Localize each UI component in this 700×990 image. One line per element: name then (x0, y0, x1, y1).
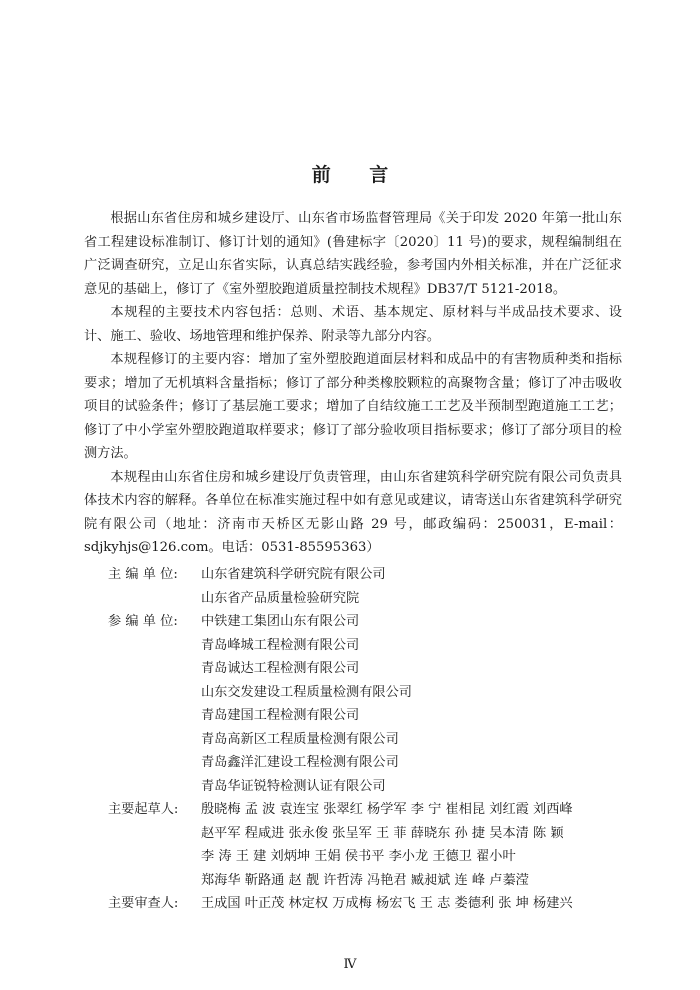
drafters-line: 殷晓梅 孟 波 袁连宝 张翠红 杨学军 李 宁 崔相昆 刘红霞 刘西峰 (201, 802, 573, 817)
participant-item: 中铁建工集团山东有限公司 (201, 614, 360, 629)
participant-item: 青岛诚达工程检测有限公司 (201, 661, 360, 676)
reviewers-list (201, 892, 628, 916)
participant-item: 青岛高新区工程质量检测有限公司 (201, 731, 399, 747)
paragraph-background: 根据山东省住房和城乡建设厅、山东省市场监督管理局《关于印发 2020 年第一批山东省工程建设标准制订、修订计划的通知》(鲁建标字〔2020〕11 号)的要求，规程编制组在广泛调查研究，立足山东省实际，认真总结实践经验，参考国内外相关标准，并在广泛征求意见的基础上，修订了《室外塑胶跑道质量控制技术规程》DB37/T 5121-2018。 (84, 211, 622, 297)
paragraph-revisions: 本规程修订的主要内容：增加了室外塑胶跑道面层材料和成品中的有害物质种类和指标要求；增加了无机填料含量指标；修订了部分种类橡胶颗粒的高聚物含量；修订了冲击吸收项目的试验条件；修订了基层施工要求；增加了自结纹施工工艺及半预制型跑道施工工艺；修订了中小学室外塑胶跑道取样要求；修订了部分验收项目指标要求；修订了部分项目的检测方法。 (84, 352, 622, 461)
participants-label: 参 编 单 位: (108, 614, 178, 629)
chief-editor-item: 山东省产品质量检验研究院 (201, 590, 360, 606)
chief-editors-list (201, 563, 628, 610)
drafters-line: 郑海华 靳路通 赵 靓 许哲涛 冯艳君 臧昶斌 连 峰 卢蓁滢 (201, 872, 529, 888)
drafters-line: 赵平军 程咸进 张永俊 张呈军 王 菲 薛晓东 孙 捷 吴本清 陈 颖 (201, 825, 564, 841)
participant-item: 青岛华证锐特检测认证有限公司 (201, 778, 386, 794)
drafters-line: 李 涛 王 建 刘炳坤 王娟 侯书平 李小龙 王德卫 翟小叶 (201, 849, 516, 864)
chief-editors-group (108, 563, 628, 610)
participant-item: 青岛建国工程检测有限公司 (201, 708, 360, 723)
participant-item: 山东交发建设工程质量检测有限公司 (201, 684, 412, 700)
participant-item: 青岛峰城工程检测有限公司 (201, 637, 360, 653)
reviewers-line: 王成国 叶正茂 林定权 万成梅 杨宏飞 王 志 娄德利 张 坤 杨建兴 (201, 896, 573, 911)
reviewers-label: 主要审查人: (108, 896, 179, 911)
drafters-label: 主要起草人: (108, 802, 179, 817)
drafters-list (201, 798, 628, 892)
page-number: Ⅳ (343, 957, 357, 972)
chief-editor-item: 山东省建筑科学研究院有限公司 (201, 567, 386, 582)
participant-item: 青岛鑫洋汇建设工程检测有限公司 (201, 755, 399, 770)
paragraph-management: 本规程由山东省住房和城乡建设厅负责管理，由山东省建筑科学研究院有限公司负责具体技术内容的解释。各单位在标准实施过程中如有意见或建议，请寄送山东省建筑科学研究院有限公司（地址：济南市天桥区无影山路 29 号，邮政编码：250031，E-mail：sdjkyhjs@126.com。电话：0531-85595363） (84, 469, 622, 555)
paragraph-scope: 本规程的主要技术内容包括：总则、术语、基本规定、原材料与半成品技术要求、设计、施工、验收、场地管理和维护保养、附录等九部分内容。 (84, 305, 622, 344)
drafters-group (108, 798, 628, 892)
reviewers-group (108, 892, 628, 916)
participants-list (201, 610, 628, 798)
credits-section (108, 563, 628, 916)
page-title: 前 言 (311, 164, 405, 186)
chief-editors-label: 主 编 单 位: (108, 567, 178, 582)
participants-group (108, 610, 628, 798)
body-text (84, 207, 622, 560)
